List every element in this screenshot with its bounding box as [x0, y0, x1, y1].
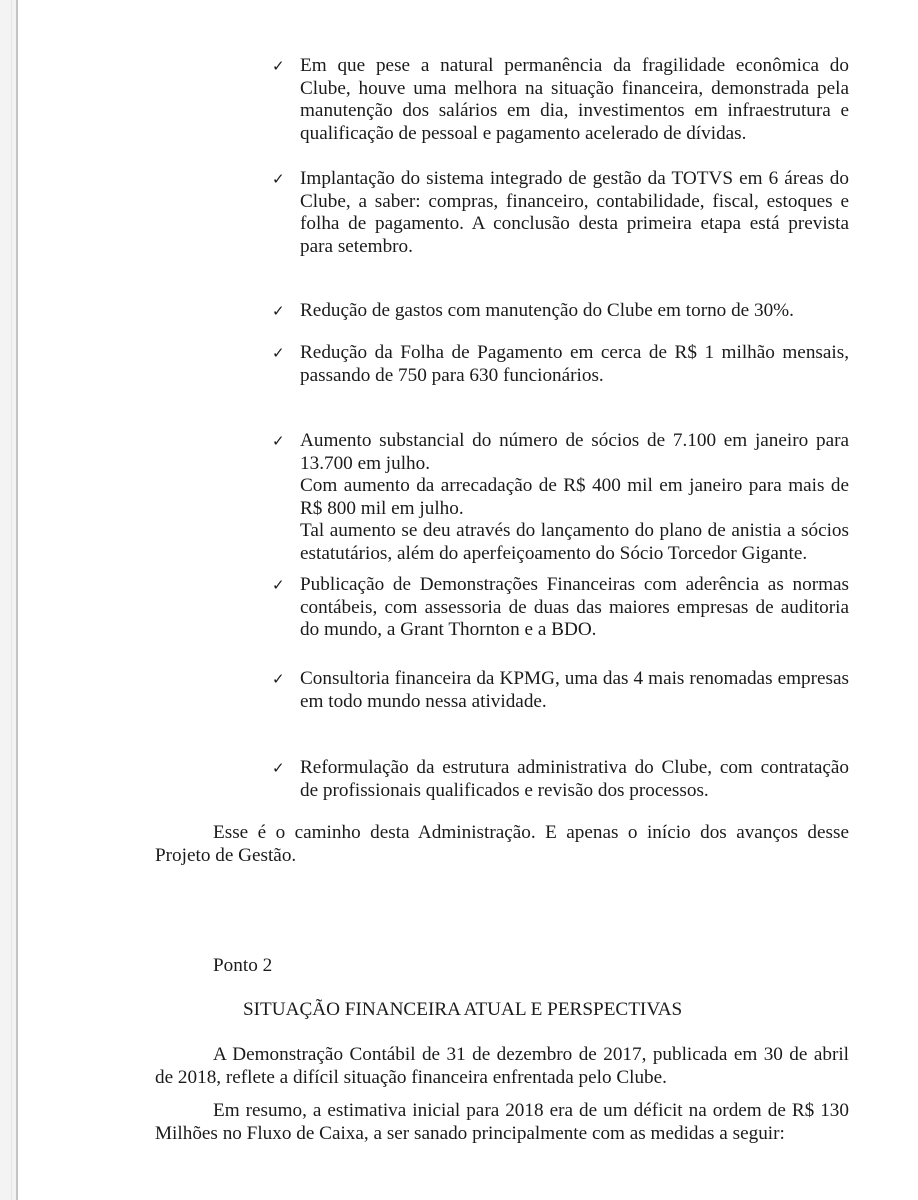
- bullet-text: Redução de gastos com manutenção do Clube em torno de 30%.: [300, 300, 794, 321]
- bullet-text: Em que pese a natural permanência da fragilidade econômica do Clube, houve uma melhora na situação financeira, demonstrada pela manutenção dos salários em dia, investimentos em infraestrutura e qualificação de pessoal e pagamento acelerado de dívidas.: [300, 55, 849, 144]
- body-paragraph: A Demonstração Contábil de 31 de dezembro de 2017, publicada em 30 de abril de 2018, reflete a difícil situação financeira enfrentada pelo Clube.: [155, 1044, 849, 1088]
- bullet-text: Tal aumento se deu através do lançamento do plano de anistia a sócios estatutários, além do aperfeiçoamento do Sócio Torcedor Gigante.: [300, 520, 849, 564]
- bullet-item: [272, 168, 849, 258]
- checkmark-icon: ✓: [272, 57, 285, 75]
- bullet-item: [272, 574, 849, 642]
- bullet-item: [272, 668, 849, 713]
- viewer-gutter: [11, 0, 12, 1200]
- bullet-text: Com aumento da arrecadação de R$ 400 mil em janeiro para mais de R$ 800 mil em julho.: [300, 475, 849, 519]
- bullet-text: Consultoria financeira da KPMG, uma das 4 mais renomadas empresas em todo mundo nessa atividade.: [300, 668, 849, 712]
- checkmark-icon: ✓: [272, 344, 285, 362]
- body-paragraph: Em resumo, a estimativa inicial para 2018 era de um déficit na ordem de R$ 130 Milhões no Fluxo de Caixa, a ser sanado principalmente com as medidas a seguir:: [155, 1100, 849, 1144]
- bullet-text: Implantação do sistema integrado de gestão da TOTVS em 6 áreas do Clube, a saber: compras, financeiro, contabilidade, fiscal, estoques e folha de pagamento. A conclusão desta primeira etapa está prevista para setembro.: [300, 168, 849, 257]
- closing-paragraph: Esse é o caminho desta Administração. E apenas o início dos avanços desse Projeto de Gestão.: [155, 822, 849, 866]
- bullet-text: Aumento substancial do número de sócios de 7.100 em janeiro para 13.700 em julho.: [300, 430, 849, 474]
- bullet-text: Redução da Folha de Pagamento em cerca de R$ 1 milhão mensais, passando de 750 para 630 funcionários.: [300, 342, 849, 386]
- bullet-item: [272, 342, 849, 387]
- checkmark-icon: ✓: [272, 670, 285, 688]
- section-heading: SITUAÇÃO FINANCEIRA ATUAL E PERSPECTIVAS: [243, 999, 683, 1020]
- bullet-text: Reformulação da estrutura administrativa do Clube, com contratação de profissionais qualificados e revisão dos processos.: [300, 757, 849, 801]
- bullet-item: [272, 430, 849, 566]
- checkmark-icon: ✓: [272, 302, 285, 320]
- section-label: Ponto 2: [213, 955, 273, 976]
- checkmark-icon: ✓: [272, 432, 285, 450]
- bullet-text: Publicação de Demonstrações Financeiras com aderência as normas contábeis, com assessoria de duas das maiores empresas de auditoria do mundo, a Grant Thornton e a BDO.: [300, 574, 849, 641]
- bullet-item: [272, 757, 849, 802]
- checkmark-icon: ✓: [272, 759, 285, 777]
- checkmark-icon: ✓: [272, 576, 285, 594]
- checkmark-icon: ✓: [272, 170, 285, 188]
- bullet-item: [272, 55, 849, 145]
- bullet-item: [272, 300, 849, 323]
